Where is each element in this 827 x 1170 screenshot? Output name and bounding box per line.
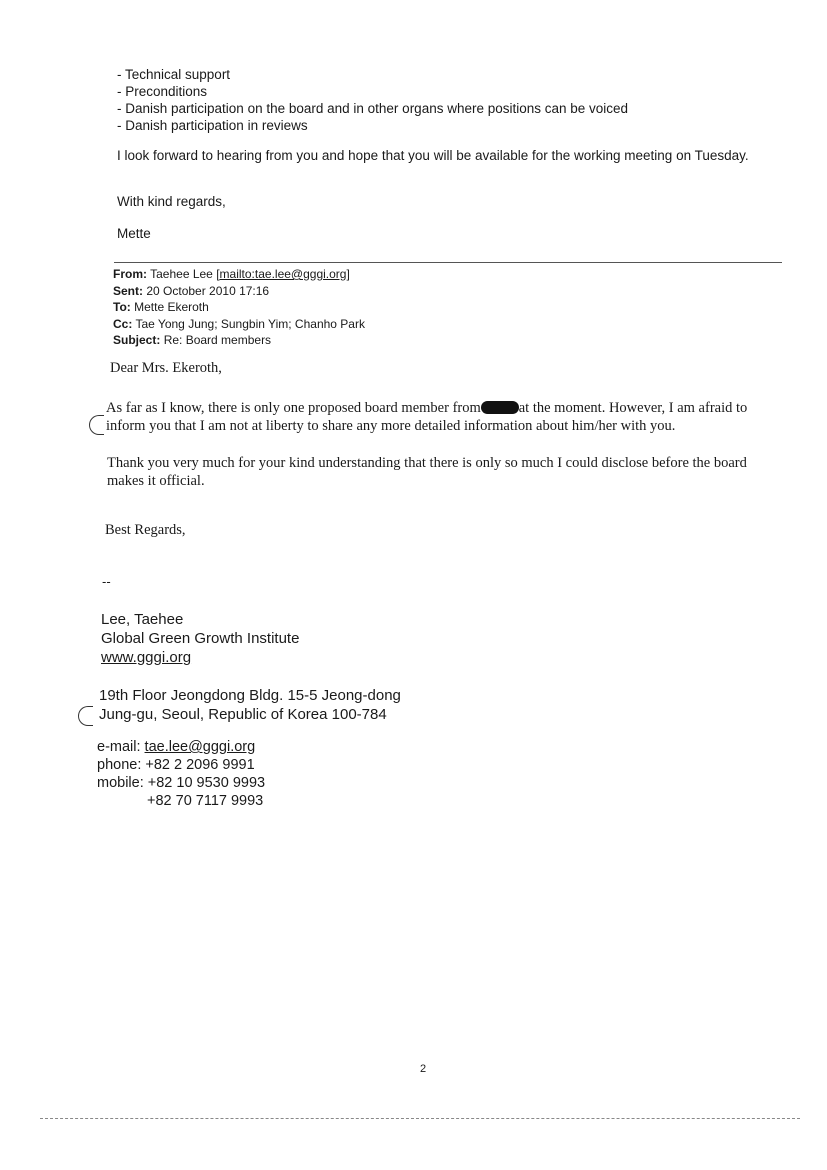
bullet-list xyxy=(117,66,628,134)
address-line: 19th Floor Jeongdong Bldg. 15-5 Jeong-dong xyxy=(99,687,401,704)
email-label: e-mail: xyxy=(97,739,145,755)
website-link[interactable]: www.gggi.org xyxy=(101,649,192,666)
bullet-item: - Danish participation in reviews xyxy=(117,118,308,133)
signature-contact xyxy=(97,738,265,810)
closing-line: Best Regards, xyxy=(105,522,186,538)
message-separator xyxy=(114,262,782,263)
punch-hole-mark xyxy=(89,415,104,435)
signature-block xyxy=(101,610,299,667)
from-email-link[interactable]: [mailto:tae.lee@gggi.org] xyxy=(216,267,350,281)
body-paragraph-1 xyxy=(106,399,778,435)
bullet-item: - Danish participation on the board and in other organs where positions can be voiced xyxy=(117,101,629,116)
email-line xyxy=(97,738,265,756)
subject-value: Re: Board members xyxy=(163,333,272,347)
header-cc xyxy=(113,316,365,333)
email-link[interactable]: tae.lee@gggi.org xyxy=(144,739,256,755)
page-number: 2 xyxy=(420,1063,427,1075)
phone-line: phone: +82 2 2096 9991 xyxy=(97,757,255,773)
to-label: To: xyxy=(113,300,131,314)
closing-line: With kind regards, xyxy=(117,194,226,209)
address-line: Jung-gu, Seoul, Republic of Korea 100-784 xyxy=(99,706,387,723)
forward-paragraph: I look forward to hearing from you and hope that you will be available for the working meeting on Tuesday. xyxy=(117,148,749,163)
body-text: at the moment. However, I am afraid to inform you that I am not at liberty to share any more detailed information about him/her with you. xyxy=(106,400,748,434)
header-from xyxy=(113,266,365,283)
header-subject xyxy=(113,332,365,349)
mobile-line-2: +82 70 7117 9993 xyxy=(147,793,264,809)
punch-hole-mark xyxy=(78,706,93,726)
from-label: From: xyxy=(113,267,147,281)
signature-address xyxy=(99,686,401,724)
to-value: Mette Ekeroth xyxy=(134,300,209,314)
page-footer-line xyxy=(40,1118,800,1119)
body-text: As far as I know, there is only one proposed board member from xyxy=(106,400,481,416)
signature-dash: -- xyxy=(102,574,111,589)
bullet-item: - Technical support xyxy=(117,67,231,82)
header-to xyxy=(113,299,365,316)
cc-label: Cc: xyxy=(113,316,133,331)
header-sent xyxy=(113,283,365,300)
email-header xyxy=(113,266,365,349)
signature-org: Global Green Growth Institute xyxy=(101,630,300,647)
subject-label: Subject: xyxy=(113,333,161,347)
from-value: Taehee Lee xyxy=(150,267,213,281)
sender-signature: Mette xyxy=(117,226,151,241)
signature-name: Lee, Taehee xyxy=(101,611,184,628)
bullet-item: - Preconditions xyxy=(117,84,208,99)
sent-value: 20 October 2010 17:16 xyxy=(146,283,270,298)
body-paragraph-2: Thank you very much for your kind understanding that there is only so much I could disclose before the board makes it official. xyxy=(107,455,747,489)
redaction-mark xyxy=(481,401,519,414)
cc-value: Tae Yong Jung; Sungbin Yim; Chanho Park xyxy=(135,316,365,331)
mobile-line: mobile: +82 10 9530 9993 xyxy=(97,775,266,791)
salutation: Dear Mrs. Ekeroth, xyxy=(110,360,222,376)
sent-label: Sent: xyxy=(113,283,143,298)
